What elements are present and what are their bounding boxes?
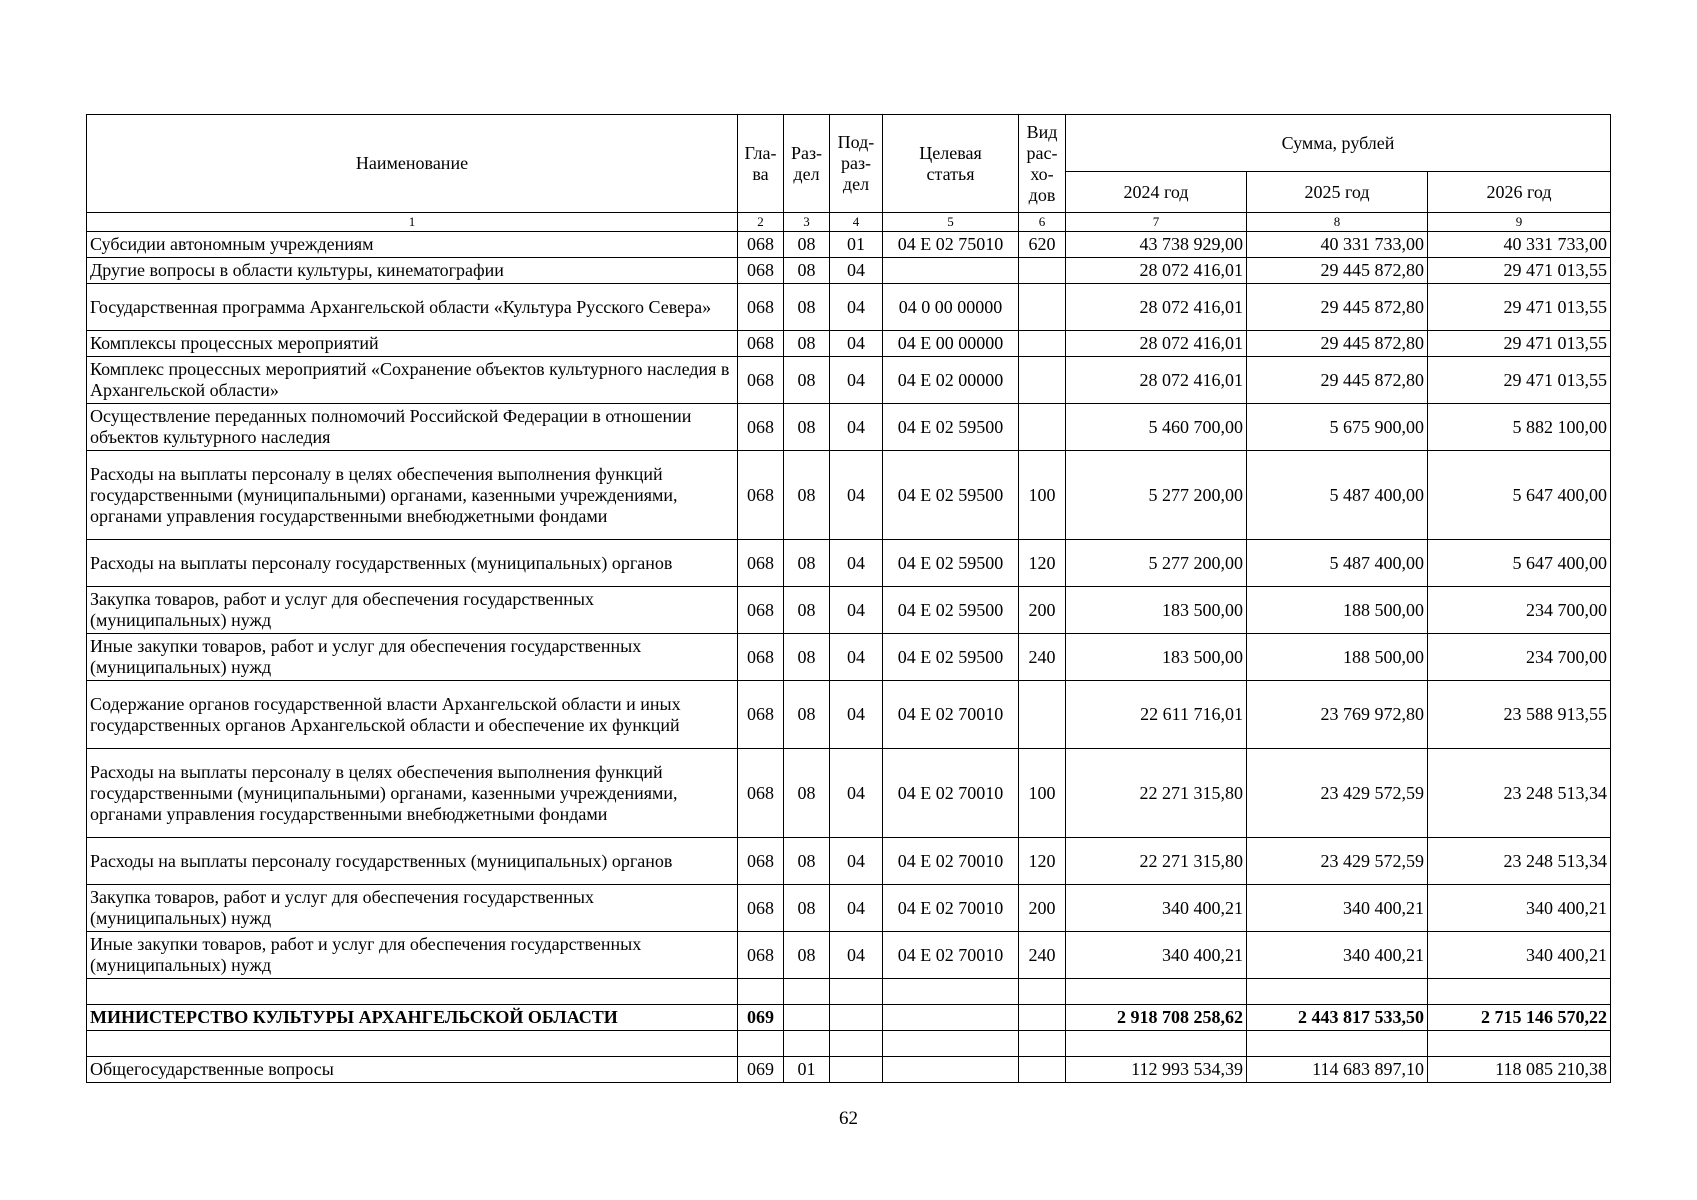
row-sum-2024: 5 460 700,00 <box>1066 404 1247 451</box>
row-sum-2025: 23 429 572,59 <box>1247 838 1428 885</box>
row-celevaya-statya: 04 Е 02 59500 <box>883 634 1019 681</box>
row-celevaya-statya <box>883 1031 1019 1057</box>
row-podrazdel: 04 <box>830 838 883 885</box>
row-name: Другие вопросы в области культуры, кинематографии <box>87 258 738 284</box>
column-numbers-row <box>87 213 1611 232</box>
column-number: 2 <box>738 213 784 232</box>
row-sum-2024: 22 271 315,80 <box>1066 749 1247 838</box>
row-sum-2025: 340 400,21 <box>1247 932 1428 979</box>
row-celevaya-statya <box>883 979 1019 1005</box>
table-row <box>87 1005 1611 1031</box>
row-vid-rashodov <box>1019 357 1066 404</box>
row-celevaya-statya: 04 Е 02 59500 <box>883 404 1019 451</box>
row-glava: 068 <box>738 404 784 451</box>
row-sum-2026: 5 647 400,00 <box>1428 540 1611 587</box>
row-podrazdel: 04 <box>830 587 883 634</box>
row-sum-2026: 29 471 013,55 <box>1428 258 1611 284</box>
row-sum-2026: 29 471 013,55 <box>1428 284 1611 331</box>
row-celevaya-statya: 04 Е 00 00000 <box>883 331 1019 357</box>
column-number: 9 <box>1428 213 1611 232</box>
row-podrazdel: 04 <box>830 258 883 284</box>
table-row <box>87 885 1611 932</box>
row-razdel: 08 <box>784 232 830 258</box>
row-name: Расходы на выплаты персоналу государственных (муниципальных) органов <box>87 838 738 885</box>
row-razdel: 08 <box>784 749 830 838</box>
row-vid-rashodov <box>1019 979 1066 1005</box>
row-name: МИНИСТЕРСТВО КУЛЬТУРЫ АРХАНГЕЛЬСКОЙ ОБЛАСТИ <box>87 1005 738 1031</box>
row-sum-2025: 40 331 733,00 <box>1247 232 1428 258</box>
row-glava: 068 <box>738 232 784 258</box>
row-celevaya-statya: 04 Е 02 59500 <box>883 540 1019 587</box>
row-sum-2025: 29 445 872,80 <box>1247 284 1428 331</box>
row-sum-2024: 22 611 716,01 <box>1066 681 1247 749</box>
row-celevaya-statya <box>883 258 1019 284</box>
row-vid-rashodov <box>1019 404 1066 451</box>
table-row <box>87 404 1611 451</box>
row-sum-2026: 340 400,21 <box>1428 932 1611 979</box>
row-sum-2026: 340 400,21 <box>1428 885 1611 932</box>
row-sum-2025: 23 429 572,59 <box>1247 749 1428 838</box>
row-podrazdel: 04 <box>830 284 883 331</box>
row-name: Иные закупки товаров, работ и услуг для обеспечения государственных (муниципальных) нужд <box>87 634 738 681</box>
table-row <box>87 932 1611 979</box>
table-row <box>87 284 1611 331</box>
row-podrazdel: 04 <box>830 451 883 540</box>
row-vid-rashodov: 240 <box>1019 932 1066 979</box>
row-glava: 068 <box>738 634 784 681</box>
table-row <box>87 681 1611 749</box>
row-sum-2025: 340 400,21 <box>1247 885 1428 932</box>
row-razdel <box>784 1005 830 1031</box>
row-razdel: 08 <box>784 838 830 885</box>
row-name: Осуществление переданных полномочий Российской Федерации в отношении объектов культурного наследия <box>87 404 738 451</box>
table-header <box>87 115 1611 232</box>
row-sum-2025: 5 487 400,00 <box>1247 451 1428 540</box>
row-podrazdel: 04 <box>830 404 883 451</box>
row-glava: 068 <box>738 885 784 932</box>
row-sum-2025: 29 445 872,80 <box>1247 331 1428 357</box>
row-podrazdel <box>830 979 883 1005</box>
row-vid-rashodov <box>1019 331 1066 357</box>
row-glava: 068 <box>738 284 784 331</box>
empty-row <box>87 979 1611 1005</box>
row-sum-2026 <box>1428 979 1611 1005</box>
column-number: 3 <box>784 213 830 232</box>
row-sum-2026: 234 700,00 <box>1428 587 1611 634</box>
row-podrazdel: 04 <box>830 749 883 838</box>
row-sum-2024: 5 277 200,00 <box>1066 540 1247 587</box>
row-glava: 068 <box>738 258 784 284</box>
row-sum-2026: 23 248 513,34 <box>1428 749 1611 838</box>
row-celevaya-statya <box>883 1057 1019 1083</box>
header-summa: Сумма, рублей <box>1066 115 1611 172</box>
row-sum-2024: 28 072 416,01 <box>1066 357 1247 404</box>
row-razdel: 08 <box>784 284 830 331</box>
table-row <box>87 634 1611 681</box>
row-name: Комплекс процессных мероприятий «Сохранение объектов культурного наследия в Архангельской области» <box>87 357 738 404</box>
row-celevaya-statya: 04 Е 02 75010 <box>883 232 1019 258</box>
row-celevaya-statya <box>883 1005 1019 1031</box>
row-sum-2024: 340 400,21 <box>1066 885 1247 932</box>
column-number: 8 <box>1247 213 1428 232</box>
row-razdel: 08 <box>784 331 830 357</box>
row-celevaya-statya: 04 Е 02 00000 <box>883 357 1019 404</box>
row-name: Закупка товаров, работ и услуг для обеспечения государственных (муниципальных) нужд <box>87 587 738 634</box>
row-sum-2026: 234 700,00 <box>1428 634 1611 681</box>
row-glava: 068 <box>738 749 784 838</box>
row-razdel: 08 <box>784 681 830 749</box>
row-sum-2024 <box>1066 1031 1247 1057</box>
row-sum-2026: 29 471 013,55 <box>1428 331 1611 357</box>
table-row <box>87 331 1611 357</box>
row-sum-2026: 5 647 400,00 <box>1428 451 1611 540</box>
row-vid-rashodov: 620 <box>1019 232 1066 258</box>
header-year-2025: 2025 год <box>1247 172 1428 213</box>
row-celevaya-statya: 04 0 00 00000 <box>883 284 1019 331</box>
row-glava: 068 <box>738 451 784 540</box>
row-razdel: 08 <box>784 540 830 587</box>
row-podrazdel: 04 <box>830 634 883 681</box>
row-glava: 068 <box>738 331 784 357</box>
row-vid-rashodov: 120 <box>1019 540 1066 587</box>
empty-row <box>87 1031 1611 1057</box>
row-sum-2026: 2 715 146 570,22 <box>1428 1005 1611 1031</box>
row-sum-2024: 28 072 416,01 <box>1066 258 1247 284</box>
row-glava: 068 <box>738 357 784 404</box>
row-sum-2024: 5 277 200,00 <box>1066 451 1247 540</box>
row-podrazdel: 01 <box>830 232 883 258</box>
row-razdel: 08 <box>784 587 830 634</box>
row-vid-rashodov <box>1019 681 1066 749</box>
row-podrazdel <box>830 1031 883 1057</box>
table-row <box>87 232 1611 258</box>
page-number: 62 <box>839 1108 858 1129</box>
row-sum-2025: 29 445 872,80 <box>1247 258 1428 284</box>
row-razdel: 08 <box>784 357 830 404</box>
header-year-2024: 2024 год <box>1066 172 1247 213</box>
header-name: Наименование <box>87 115 738 213</box>
row-sum-2024: 183 500,00 <box>1066 587 1247 634</box>
header-year-2026: 2026 год <box>1428 172 1611 213</box>
row-sum-2024: 28 072 416,01 <box>1066 331 1247 357</box>
row-sum-2025: 23 769 972,80 <box>1247 681 1428 749</box>
row-podrazdel: 04 <box>830 331 883 357</box>
row-razdel: 08 <box>784 404 830 451</box>
row-glava: 069 <box>738 1057 784 1083</box>
row-sum-2026: 5 882 100,00 <box>1428 404 1611 451</box>
row-glava: 069 <box>738 1005 784 1031</box>
row-sum-2025 <box>1247 979 1428 1005</box>
row-vid-rashodov: 200 <box>1019 885 1066 932</box>
table-row <box>87 451 1611 540</box>
row-name: Закупка товаров, работ и услуг для обеспечения государственных (муниципальных) нужд <box>87 885 738 932</box>
row-razdel: 01 <box>784 1057 830 1083</box>
row-sum-2025 <box>1247 1031 1428 1057</box>
budget-table <box>86 114 1611 1083</box>
table-row <box>87 749 1611 838</box>
row-name: Общегосударственные вопросы <box>87 1057 738 1083</box>
row-vid-rashodov <box>1019 284 1066 331</box>
row-vid-rashodov: 120 <box>1019 838 1066 885</box>
row-podrazdel <box>830 1005 883 1031</box>
row-celevaya-statya: 04 Е 02 59500 <box>883 587 1019 634</box>
row-sum-2024: 28 072 416,01 <box>1066 284 1247 331</box>
header-celevaya-statya: Целевая статья <box>883 115 1019 213</box>
row-vid-rashodov <box>1019 1031 1066 1057</box>
row-podrazdel <box>830 1057 883 1083</box>
row-name: Расходы на выплаты персоналу государственных (муниципальных) органов <box>87 540 738 587</box>
row-sum-2026: 23 588 913,55 <box>1428 681 1611 749</box>
row-razdel: 08 <box>784 932 830 979</box>
row-sum-2024: 43 738 929,00 <box>1066 232 1247 258</box>
row-sum-2024: 2 918 708 258,62 <box>1066 1005 1247 1031</box>
row-vid-rashodov: 240 <box>1019 634 1066 681</box>
row-razdel: 08 <box>784 885 830 932</box>
row-glava: 068 <box>738 540 784 587</box>
row-sum-2025: 114 683 897,10 <box>1247 1057 1428 1083</box>
row-glava <box>738 1031 784 1057</box>
row-sum-2026 <box>1428 1031 1611 1057</box>
column-number: 6 <box>1019 213 1066 232</box>
row-sum-2025: 188 500,00 <box>1247 634 1428 681</box>
row-vid-rashodov <box>1019 1005 1066 1031</box>
row-celevaya-statya: 04 Е 02 70010 <box>883 932 1019 979</box>
row-razdel <box>784 979 830 1005</box>
row-celevaya-statya: 04 Е 02 70010 <box>883 681 1019 749</box>
row-podrazdel: 04 <box>830 932 883 979</box>
row-name <box>87 979 738 1005</box>
row-podrazdel: 04 <box>830 540 883 587</box>
row-glava: 068 <box>738 932 784 979</box>
row-name: Субсидии автономным учреждениям <box>87 232 738 258</box>
row-glava: 068 <box>738 838 784 885</box>
row-razdel: 08 <box>784 451 830 540</box>
row-sum-2026: 29 471 013,55 <box>1428 357 1611 404</box>
table-body <box>87 232 1611 1083</box>
row-vid-rashodov <box>1019 258 1066 284</box>
row-sum-2025: 5 675 900,00 <box>1247 404 1428 451</box>
column-number: 5 <box>883 213 1019 232</box>
row-sum-2025: 2 443 817 533,50 <box>1247 1005 1428 1031</box>
row-sum-2024: 340 400,21 <box>1066 932 1247 979</box>
row-vid-rashodov: 100 <box>1019 451 1066 540</box>
row-podrazdel: 04 <box>830 357 883 404</box>
row-sum-2025: 29 445 872,80 <box>1247 357 1428 404</box>
row-sum-2025: 5 487 400,00 <box>1247 540 1428 587</box>
row-vid-rashodov: 200 <box>1019 587 1066 634</box>
row-name <box>87 1031 738 1057</box>
row-name: Государственная программа Архангельской области «Культура Русского Севера» <box>87 284 738 331</box>
row-celevaya-statya: 04 Е 02 70010 <box>883 885 1019 932</box>
row-vid-rashodov <box>1019 1057 1066 1083</box>
row-podrazdel: 04 <box>830 885 883 932</box>
table-row <box>87 357 1611 404</box>
row-name: Содержание органов государственной власти Архангельской области и иных государственных органов Архангельской области и обеспечение их функций <box>87 681 738 749</box>
row-name: Расходы на выплаты персоналу в целях обеспечения выполнения функций государственными (муниципальными) органами, казенными учреждениями, органами управления государственными внебюджетными фондами <box>87 749 738 838</box>
row-razdel <box>784 1031 830 1057</box>
header-vid-rashodov: Вид рас- хо- дов <box>1019 115 1066 213</box>
column-number: 4 <box>830 213 883 232</box>
row-name: Расходы на выплаты персоналу в целях обеспечения выполнения функций государственными (муниципальными) органами, казенными учреждениями, органами управления государственными внебюджетными фондами <box>87 451 738 540</box>
row-celevaya-statya: 04 Е 02 59500 <box>883 451 1019 540</box>
table-row <box>87 1057 1611 1083</box>
row-sum-2026: 118 085 210,38 <box>1428 1057 1611 1083</box>
column-number: 1 <box>87 213 738 232</box>
row-razdel: 08 <box>784 258 830 284</box>
row-celevaya-statya: 04 Е 02 70010 <box>883 749 1019 838</box>
row-sum-2024: 183 500,00 <box>1066 634 1247 681</box>
row-podrazdel: 04 <box>830 681 883 749</box>
row-sum-2026: 40 331 733,00 <box>1428 232 1611 258</box>
row-glava: 068 <box>738 587 784 634</box>
header-razdel: Раз- дел <box>784 115 830 213</box>
row-name: Комплексы процессных мероприятий <box>87 331 738 357</box>
row-sum-2026: 23 248 513,34 <box>1428 838 1611 885</box>
row-name: Иные закупки товаров, работ и услуг для обеспечения государственных (муниципальных) нужд <box>87 932 738 979</box>
row-sum-2024: 22 271 315,80 <box>1066 838 1247 885</box>
row-sum-2025: 188 500,00 <box>1247 587 1428 634</box>
row-glava <box>738 979 784 1005</box>
row-glava: 068 <box>738 681 784 749</box>
row-sum-2024: 112 993 534,39 <box>1066 1057 1247 1083</box>
column-number: 7 <box>1066 213 1247 232</box>
header-podrazdel: Под- раз- дел <box>830 115 883 213</box>
row-razdel: 08 <box>784 634 830 681</box>
row-sum-2024 <box>1066 979 1247 1005</box>
table-row <box>87 587 1611 634</box>
header-glava: Гла- ва <box>738 115 784 213</box>
table-row <box>87 540 1611 587</box>
row-celevaya-statya: 04 Е 02 70010 <box>883 838 1019 885</box>
table-row <box>87 838 1611 885</box>
table-row <box>87 258 1611 284</box>
row-vid-rashodov: 100 <box>1019 749 1066 838</box>
